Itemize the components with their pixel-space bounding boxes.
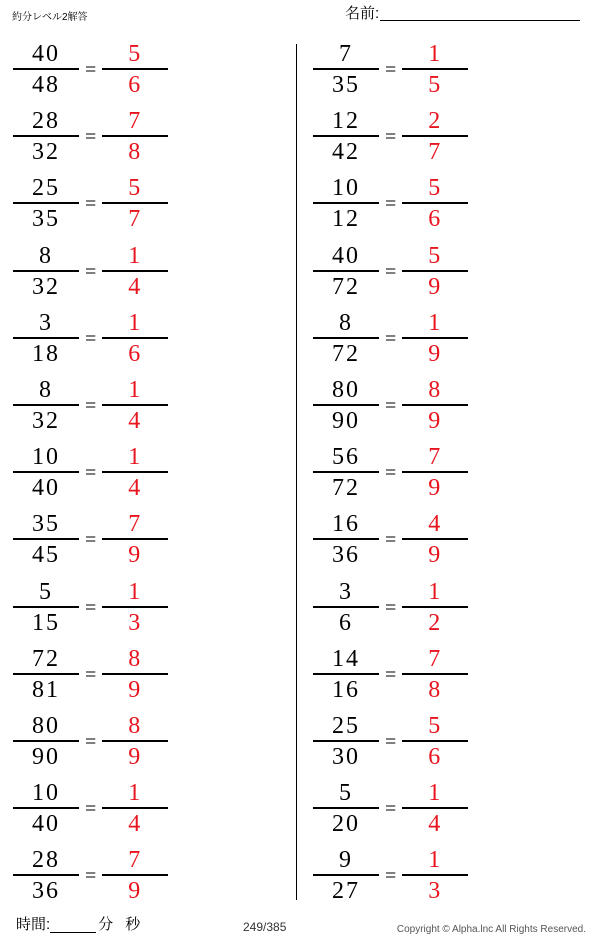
fraction-bar <box>102 202 168 204</box>
question-fraction <box>13 579 79 636</box>
answer-denominator: 3 <box>128 609 143 636</box>
answer-denominator: 9 <box>428 542 443 569</box>
fraction-bar <box>13 606 79 608</box>
answer-numerator: 8 <box>128 645 143 672</box>
problem-row <box>305 103 595 170</box>
question-denominator: 30 <box>332 743 360 770</box>
problem-row <box>305 305 595 372</box>
fraction-bar <box>313 807 379 809</box>
problem-row <box>305 574 595 641</box>
question-denominator: 35 <box>332 72 360 99</box>
question-fraction <box>313 579 379 636</box>
problem-row <box>5 439 295 506</box>
answer-fraction <box>402 511 468 568</box>
answer-denominator: 5 <box>428 72 443 99</box>
name-label: 名前: <box>345 5 380 22</box>
question-fraction <box>13 108 79 165</box>
fraction-bar <box>313 135 379 137</box>
question-fraction <box>13 780 79 837</box>
fraction-bar <box>13 740 79 742</box>
fraction-bar <box>402 68 468 70</box>
question-denominator: 35 <box>32 206 60 233</box>
problem-row <box>305 439 595 506</box>
answer-numerator: 1 <box>128 444 143 471</box>
fraction-bar <box>13 673 79 675</box>
equals-sign: = <box>85 59 97 82</box>
question-fraction <box>313 108 379 165</box>
answer-denominator: 6 <box>428 743 443 770</box>
problem-row <box>305 641 595 708</box>
fraction-bar <box>13 202 79 204</box>
fraction-bar <box>102 270 168 272</box>
fraction-bar <box>402 135 468 137</box>
name-input-line[interactable] <box>380 5 580 21</box>
answer-numerator: 2 <box>428 108 443 135</box>
question-numerator: 8 <box>339 309 353 336</box>
fraction-bar <box>313 68 379 70</box>
question-numerator: 10 <box>332 175 360 202</box>
question-numerator: 8 <box>39 377 53 404</box>
answer-fraction <box>102 847 168 904</box>
equals-sign: = <box>85 865 97 888</box>
question-numerator: 12 <box>332 108 360 135</box>
question-fraction <box>313 310 379 367</box>
question-numerator: 72 <box>32 645 60 672</box>
answer-numerator: 1 <box>428 41 443 68</box>
fraction-bar <box>102 68 168 70</box>
question-denominator: 27 <box>332 878 360 905</box>
problem-row <box>305 372 595 439</box>
equals-sign: = <box>385 596 397 619</box>
answer-fraction <box>102 780 168 837</box>
answer-numerator: 5 <box>428 175 443 202</box>
question-numerator: 8 <box>39 242 53 269</box>
fraction-bar <box>402 202 468 204</box>
answer-numerator: 1 <box>428 309 443 336</box>
fraction-bar <box>13 404 79 406</box>
question-denominator: 90 <box>332 408 360 435</box>
answer-denominator: 9 <box>128 743 143 770</box>
answer-denominator: 9 <box>428 340 443 367</box>
problem-row <box>305 170 595 237</box>
fraction-bar <box>402 874 468 876</box>
fraction-bar <box>102 874 168 876</box>
problem-row <box>5 103 295 170</box>
answer-fraction <box>102 243 168 300</box>
answer-fraction <box>402 780 468 837</box>
problem-row <box>305 842 595 909</box>
question-numerator: 14 <box>332 645 360 672</box>
answer-fraction <box>402 579 468 636</box>
problem-row <box>305 775 595 842</box>
problem-row <box>5 372 295 439</box>
fraction-bar <box>13 270 79 272</box>
answer-denominator: 4 <box>128 408 143 435</box>
time-label: 時間: <box>16 916 51 933</box>
question-denominator: 36 <box>32 878 60 905</box>
problem-column-right <box>305 36 595 909</box>
question-numerator: 40 <box>332 242 360 269</box>
answer-denominator: 4 <box>428 811 443 838</box>
answer-fraction <box>102 310 168 367</box>
answer-denominator: 8 <box>128 139 143 166</box>
fraction-bar <box>102 807 168 809</box>
answer-fraction <box>402 310 468 367</box>
question-fraction <box>313 377 379 434</box>
question-denominator: 6 <box>339 609 353 636</box>
answer-fraction <box>102 175 168 232</box>
equals-sign: = <box>385 865 397 888</box>
question-numerator: 16 <box>332 511 360 538</box>
problem-row <box>5 305 295 372</box>
answer-numerator: 7 <box>428 444 443 471</box>
fraction-bar <box>402 337 468 339</box>
question-numerator: 7 <box>339 41 353 68</box>
equals-sign: = <box>85 260 97 283</box>
answer-numerator: 1 <box>428 578 443 605</box>
question-fraction <box>13 511 79 568</box>
answer-denominator: 9 <box>128 542 143 569</box>
answer-denominator: 9 <box>428 475 443 502</box>
problem-row <box>5 506 295 573</box>
answer-denominator: 4 <box>128 273 143 300</box>
fraction-bar <box>13 874 79 876</box>
answer-numerator: 8 <box>128 712 143 739</box>
answer-denominator: 9 <box>128 878 143 905</box>
answer-denominator: 2 <box>428 609 443 636</box>
question-fraction <box>313 41 379 98</box>
question-fraction <box>13 713 79 770</box>
answer-numerator: 5 <box>128 175 143 202</box>
question-numerator: 5 <box>339 780 353 807</box>
question-denominator: 32 <box>32 139 60 166</box>
answer-numerator: 1 <box>428 847 443 874</box>
question-numerator: 35 <box>32 511 60 538</box>
answer-denominator: 9 <box>428 408 443 435</box>
question-numerator: 80 <box>32 712 60 739</box>
answer-fraction <box>102 713 168 770</box>
question-denominator: 15 <box>32 609 60 636</box>
fraction-bar <box>313 538 379 540</box>
answer-denominator: 4 <box>128 811 143 838</box>
question-fraction <box>313 511 379 568</box>
fraction-bar <box>313 404 379 406</box>
question-fraction <box>313 444 379 501</box>
answer-numerator: 5 <box>428 242 443 269</box>
answer-numerator: 5 <box>428 712 443 739</box>
answer-fraction <box>402 646 468 703</box>
fraction-bar <box>402 404 468 406</box>
problem-row <box>5 708 295 775</box>
fraction-bar <box>313 202 379 204</box>
problem-row <box>305 506 595 573</box>
fraction-bar <box>313 270 379 272</box>
question-fraction <box>313 713 379 770</box>
answer-denominator: 7 <box>428 139 443 166</box>
fraction-bar <box>313 740 379 742</box>
question-numerator: 3 <box>339 578 353 605</box>
equals-sign: = <box>385 462 397 485</box>
answer-numerator: 7 <box>128 108 143 135</box>
equals-sign: = <box>385 193 397 216</box>
fraction-bar <box>102 740 168 742</box>
answer-numerator: 1 <box>128 242 143 269</box>
fraction-bar <box>13 68 79 70</box>
fraction-bar <box>13 471 79 473</box>
fraction-bar <box>313 471 379 473</box>
fraction-bar <box>313 337 379 339</box>
answer-fraction <box>402 713 468 770</box>
answer-fraction <box>102 108 168 165</box>
problem-row <box>5 170 295 237</box>
question-numerator: 56 <box>332 444 360 471</box>
answer-denominator: 7 <box>128 206 143 233</box>
problem-row <box>5 36 295 103</box>
question-fraction <box>313 646 379 703</box>
equals-sign: = <box>385 126 397 149</box>
fraction-bar <box>102 673 168 675</box>
answer-fraction <box>402 41 468 98</box>
question-fraction <box>313 847 379 904</box>
question-fraction <box>313 243 379 300</box>
fraction-bar <box>13 807 79 809</box>
equals-sign: = <box>385 59 397 82</box>
question-fraction <box>13 41 79 98</box>
answer-numerator: 4 <box>428 511 443 538</box>
question-numerator: 9 <box>339 847 353 874</box>
question-denominator: 12 <box>332 206 360 233</box>
problem-row <box>5 775 295 842</box>
question-denominator: 90 <box>32 743 60 770</box>
question-denominator: 18 <box>32 340 60 367</box>
question-denominator: 72 <box>332 340 360 367</box>
answer-numerator: 1 <box>128 309 143 336</box>
equals-sign: = <box>85 395 97 418</box>
question-denominator: 45 <box>32 542 60 569</box>
answer-numerator: 1 <box>128 780 143 807</box>
copyright-notice: Copyright © Alpha.lnc All Rights Reserved. <box>396 924 586 935</box>
page-title: 約分レベル2解答 <box>12 12 88 23</box>
fraction-bar <box>313 874 379 876</box>
answer-fraction <box>402 377 468 434</box>
answer-denominator: 8 <box>428 676 443 703</box>
page-header <box>0 0 600 36</box>
problem-row <box>5 238 295 305</box>
answer-numerator: 1 <box>128 377 143 404</box>
answer-denominator: 3 <box>428 878 443 905</box>
answer-denominator: 6 <box>128 72 143 99</box>
fraction-bar <box>102 538 168 540</box>
problem-row <box>5 641 295 708</box>
answer-fraction <box>402 108 468 165</box>
question-fraction <box>313 175 379 232</box>
question-denominator: 36 <box>332 542 360 569</box>
answer-fraction <box>102 579 168 636</box>
question-numerator: 40 <box>32 41 60 68</box>
question-denominator: 81 <box>32 676 60 703</box>
fraction-bar <box>102 135 168 137</box>
fraction-bar <box>13 337 79 339</box>
answer-fraction <box>402 847 468 904</box>
question-numerator: 25 <box>32 175 60 202</box>
question-fraction <box>13 243 79 300</box>
question-denominator: 32 <box>32 273 60 300</box>
question-numerator: 5 <box>39 578 53 605</box>
time-seconds-unit: 秒 <box>125 916 141 933</box>
answer-fraction <box>402 444 468 501</box>
fraction-bar <box>402 270 468 272</box>
equals-sign: = <box>85 596 97 619</box>
worksheet-body <box>0 36 600 908</box>
answer-fraction <box>402 243 468 300</box>
question-numerator: 80 <box>332 377 360 404</box>
fraction-bar <box>102 337 168 339</box>
fraction-bar <box>402 606 468 608</box>
problem-column-left <box>5 36 295 909</box>
fraction-bar <box>313 673 379 675</box>
page-footer <box>0 908 600 948</box>
question-denominator: 48 <box>32 72 60 99</box>
answer-denominator: 6 <box>128 340 143 367</box>
problem-row <box>305 36 595 103</box>
question-fraction <box>13 175 79 232</box>
question-fraction <box>13 646 79 703</box>
answer-numerator: 7 <box>128 511 143 538</box>
question-denominator: 40 <box>32 475 60 502</box>
answer-fraction <box>102 377 168 434</box>
equals-sign: = <box>385 663 397 686</box>
answer-fraction <box>402 175 468 232</box>
answer-fraction <box>102 41 168 98</box>
question-denominator: 42 <box>332 139 360 166</box>
equals-sign: = <box>85 730 97 753</box>
fraction-bar <box>102 606 168 608</box>
fraction-bar <box>402 673 468 675</box>
question-denominator: 32 <box>32 408 60 435</box>
question-denominator: 72 <box>332 273 360 300</box>
question-denominator: 72 <box>332 475 360 502</box>
equals-sign: = <box>385 395 397 418</box>
answer-denominator: 9 <box>428 273 443 300</box>
question-numerator: 10 <box>32 780 60 807</box>
time-record-group <box>16 916 140 933</box>
fraction-bar <box>402 538 468 540</box>
fraction-bar <box>102 471 168 473</box>
question-numerator: 28 <box>32 847 60 874</box>
equals-sign: = <box>385 260 397 283</box>
question-fraction <box>13 310 79 367</box>
question-denominator: 20 <box>332 811 360 838</box>
fraction-bar <box>402 807 468 809</box>
answer-numerator: 7 <box>128 847 143 874</box>
time-minutes-input[interactable] <box>50 916 96 933</box>
answer-numerator: 8 <box>428 377 443 404</box>
answer-denominator: 4 <box>128 475 143 502</box>
question-fraction <box>13 847 79 904</box>
equals-sign: = <box>385 529 397 552</box>
equals-sign: = <box>85 462 97 485</box>
fraction-bar <box>102 404 168 406</box>
time-minutes-unit: 分 <box>98 916 114 933</box>
equals-sign: = <box>85 798 97 821</box>
fraction-bar <box>402 471 468 473</box>
page-number: 249/385 <box>243 920 287 934</box>
column-divider <box>296 44 297 900</box>
answer-numerator: 1 <box>128 578 143 605</box>
question-numerator: 10 <box>32 444 60 471</box>
equals-sign: = <box>85 126 97 149</box>
problem-row <box>305 238 595 305</box>
fraction-bar <box>13 135 79 137</box>
name-field-group <box>345 5 580 21</box>
question-numerator: 28 <box>32 108 60 135</box>
question-numerator: 3 <box>39 309 53 336</box>
problem-row <box>5 842 295 909</box>
answer-denominator: 9 <box>128 676 143 703</box>
equals-sign: = <box>385 730 397 753</box>
fraction-bar <box>13 538 79 540</box>
answer-numerator: 5 <box>128 41 143 68</box>
question-fraction <box>313 780 379 837</box>
question-denominator: 16 <box>332 676 360 703</box>
equals-sign: = <box>385 798 397 821</box>
problem-row <box>305 708 595 775</box>
question-denominator: 40 <box>32 811 60 838</box>
answer-numerator: 7 <box>428 645 443 672</box>
answer-numerator: 1 <box>428 780 443 807</box>
answer-fraction <box>102 646 168 703</box>
problem-row <box>5 574 295 641</box>
answer-fraction <box>102 444 168 501</box>
equals-sign: = <box>85 529 97 552</box>
question-fraction <box>13 444 79 501</box>
answer-denominator: 6 <box>428 206 443 233</box>
equals-sign: = <box>385 327 397 350</box>
equals-sign: = <box>85 327 97 350</box>
fraction-bar <box>402 740 468 742</box>
fraction-bar <box>313 606 379 608</box>
answer-fraction <box>102 511 168 568</box>
equals-sign: = <box>85 663 97 686</box>
question-fraction <box>13 377 79 434</box>
question-numerator: 25 <box>332 712 360 739</box>
equals-sign: = <box>85 193 97 216</box>
